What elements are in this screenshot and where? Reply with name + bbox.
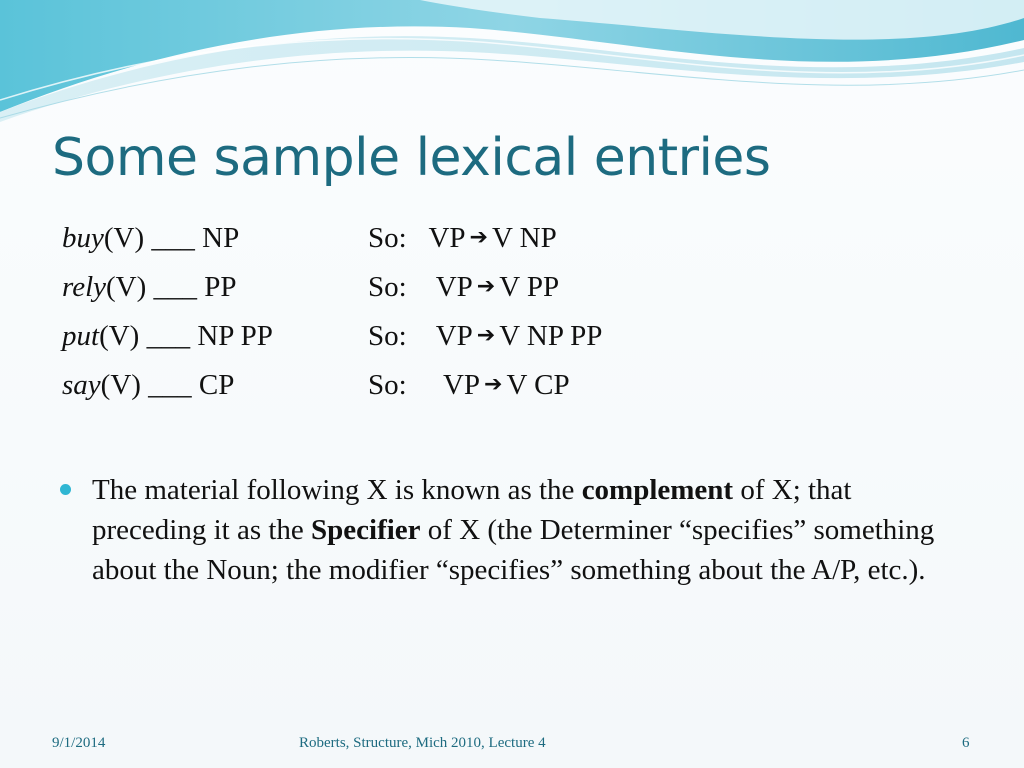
rule-rhs: V NP [491, 222, 557, 254]
rule-rhs: V CP [506, 369, 570, 401]
bullet-text-part: of X (the Determiner “specifies” something about the Noun; the modifier “specifies” something about the A/P, etc.). [92, 514, 935, 586]
rule-lhs: VP [442, 369, 481, 401]
so-label: So: [368, 222, 407, 254]
bullet-text-part: of X; that preceding it as the [92, 474, 852, 546]
entry-subcat: (V) ___ CP [100, 369, 235, 401]
entry-frame [62, 369, 234, 402]
rule-lhs: VP [435, 271, 473, 303]
entry-word: say [62, 369, 101, 401]
rule-rhs: V NP PP [499, 320, 603, 352]
so-label: So: [368, 369, 407, 401]
footer-date: 9/1/2014 [52, 735, 106, 751]
entry-rule [368, 222, 557, 255]
so-label: So: [368, 320, 407, 352]
entry-word: buy [62, 222, 104, 254]
entry-word: rely [62, 271, 107, 303]
header-wave-decoration [0, 0, 1024, 130]
lexical-entry-row [62, 271, 762, 320]
lexical-entry-row [62, 369, 762, 418]
lexical-entries [62, 222, 762, 418]
entry-rule [368, 369, 570, 402]
entry-frame [62, 320, 273, 353]
bullet-dot-icon [60, 484, 71, 495]
term-specifier: Specifier [311, 514, 421, 546]
lexical-entry-row [62, 320, 762, 369]
term-complement: complement [581, 474, 734, 506]
entry-subcat: (V) ___ NP [103, 222, 240, 254]
rule-lhs: VP [435, 320, 473, 352]
entry-subcat: (V) ___ PP [106, 271, 237, 303]
right-arrow-icon: ➔ [476, 323, 496, 348]
right-arrow-icon: ➔ [469, 225, 488, 250]
entry-subcat: (V) ___ NP PP [99, 320, 273, 352]
bullet-text [92, 470, 972, 590]
right-arrow-icon: ➔ [484, 372, 503, 397]
entry-rule [368, 320, 602, 353]
entry-rule [368, 271, 559, 304]
entry-frame [62, 271, 237, 304]
footer-citation: Roberts, Structure, Mich 2010, Lecture 4 [299, 735, 546, 751]
entry-frame [62, 222, 239, 255]
entry-word: put [62, 320, 100, 352]
rule-lhs: VP [428, 222, 466, 254]
rule-rhs: V PP [499, 271, 560, 303]
so-label: So: [368, 271, 407, 303]
bullet-text-part: The material following X is known as the [92, 474, 582, 506]
right-arrow-icon: ➔ [476, 274, 496, 299]
slide-title: Some sample lexical entries [52, 128, 771, 188]
slide-number: 6 [962, 735, 970, 751]
lexical-entry-row [62, 222, 762, 271]
